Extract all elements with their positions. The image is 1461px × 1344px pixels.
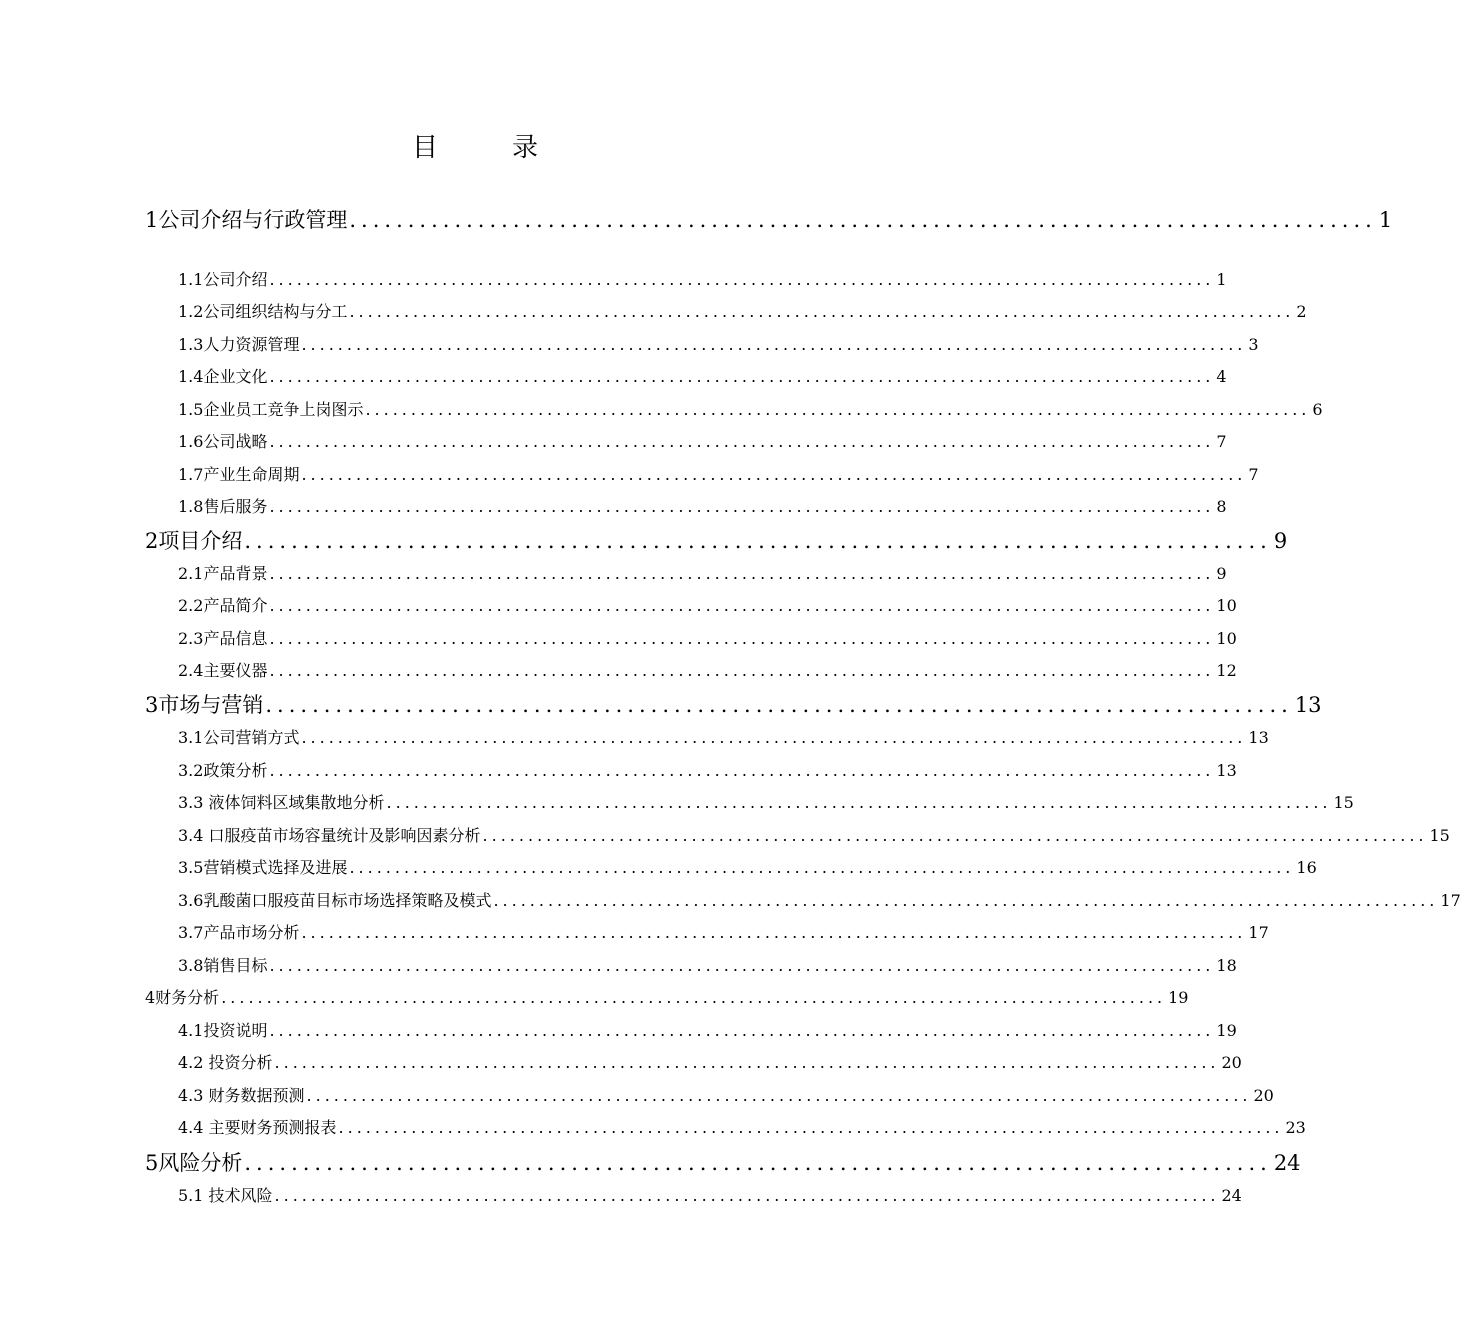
toc-page-number: 12: [1216, 661, 1237, 680]
toc-entry-chapter[interactable]: [145, 526, 1288, 556]
leader-dots: ........................................................................................................: [269, 629, 1215, 648]
toc-entry-chapter[interactable]: [145, 690, 1322, 720]
toc-page-number: 17: [1440, 891, 1461, 910]
toc-page-number: 2: [1296, 302, 1307, 321]
toc-page-number: 3: [1248, 335, 1259, 354]
leader-dots: ........................................................................................................: [301, 728, 1247, 747]
toc-page-number: 13: [1294, 693, 1322, 717]
toc-page-number: 19: [1216, 1021, 1237, 1040]
toc-page-number: 9: [1273, 529, 1288, 553]
toc-page-number: 4: [1216, 367, 1227, 386]
toc-entry-section[interactable]: [178, 921, 1269, 945]
toc-label: 2.1产品背景: [178, 564, 268, 583]
toc-label: 5风险分析: [145, 1151, 243, 1175]
toc-page-number: 15: [1429, 826, 1450, 845]
toc-label: 3.5营销模式选择及进展: [178, 858, 348, 877]
toc-label: 3.1公司营销方式: [178, 728, 300, 747]
toc-label: 1.4企业文化: [178, 367, 268, 386]
toc-entry-section[interactable]: [178, 365, 1227, 389]
toc-entry-section[interactable]: [178, 594, 1237, 618]
toc-entry-section[interactable]: [178, 333, 1259, 357]
leader-dots: ........................................................................................................: [274, 1053, 1220, 1072]
toc-entry-section[interactable]: [178, 268, 1227, 292]
leader-dots: ........................................................................................................: [269, 1021, 1215, 1040]
toc-entry-section[interactable]: [178, 659, 1237, 683]
toc-page-number: 18: [1216, 956, 1237, 975]
toc-page-number: 20: [1221, 1053, 1242, 1072]
leader-dots: ........................................................................................................: [269, 596, 1215, 615]
leader-dots: ........................................................................................................: [386, 793, 1332, 812]
toc-page-number: 8: [1216, 497, 1227, 516]
toc-label: 3.8销售目标: [178, 956, 268, 975]
leader-dots: ........................................................................................................: [493, 891, 1439, 910]
toc-page-number: 7: [1248, 465, 1259, 484]
toc-page-number: 24: [1273, 1151, 1301, 1175]
leader-dots: ........................................................................................................: [269, 432, 1215, 451]
leader-dots: ........................................................................................................: [221, 988, 1167, 1007]
toc-label: 3市场与营销: [145, 693, 264, 717]
toc-label: 4.2 投资分析: [178, 1053, 273, 1072]
toc-entry-section[interactable]: [178, 430, 1227, 454]
toc-entry-section[interactable]: [178, 726, 1269, 750]
toc-page-number: 1: [1378, 208, 1393, 232]
toc-page-number: 13: [1216, 761, 1237, 780]
toc-label: 1.5企业员工竞争上岗图示: [178, 400, 364, 419]
toc-entry-section[interactable]: [178, 791, 1354, 815]
toc-entry-chapter[interactable]: [145, 986, 1189, 1010]
leader-dots: ........................................................................................................: [301, 465, 1247, 484]
toc-label: 1.1公司介绍: [178, 270, 268, 289]
toc-entry-section[interactable]: [178, 1184, 1242, 1208]
toc-label: 3.4 口服疫苗市场容量统计及影响因素分析: [178, 826, 481, 845]
toc-entry-section[interactable]: [178, 824, 1450, 848]
leader-dots: ........................................................................................: [244, 1151, 1272, 1175]
leader-dots: ........................................................................................................: [269, 661, 1215, 680]
leader-dots: ........................................................................................: [349, 208, 1377, 232]
leader-dots: ........................................................................................................: [269, 956, 1215, 975]
toc-label: 1.8售后服务: [178, 497, 268, 516]
toc-page-number: 17: [1248, 923, 1269, 942]
toc-entry-section[interactable]: [178, 463, 1259, 487]
leader-dots: ........................................................................................................: [269, 497, 1215, 516]
leader-dots: ........................................................................................................: [482, 826, 1428, 845]
toc-label: 1.3人力资源管理: [178, 335, 300, 354]
toc-label: 1.7产业生命周期: [178, 465, 300, 484]
toc-entry-section[interactable]: [178, 627, 1237, 651]
toc-page-number: 7: [1216, 432, 1227, 451]
toc-label: 2.3产品信息: [178, 629, 268, 648]
page-title: 目 录: [411, 133, 562, 163]
toc-page-number: 20: [1253, 1086, 1274, 1105]
toc-page-number: 24: [1221, 1186, 1242, 1205]
toc-entry-section[interactable]: [178, 300, 1307, 324]
toc-label: 3.3 液体饲料区域集散地分析: [178, 793, 385, 812]
toc-label: 2项目介绍: [145, 529, 243, 553]
leader-dots: ........................................................................................................: [269, 367, 1215, 386]
toc-page-number: 23: [1285, 1118, 1306, 1137]
toc-page-number: 15: [1333, 793, 1354, 812]
toc-label: 3.6乳酸菌口服疫苗目标市场选择策略及模式: [178, 891, 492, 910]
toc-label: 2.2产品简介: [178, 596, 268, 615]
toc-page-number: 16: [1296, 858, 1317, 877]
toc-entry-section[interactable]: [178, 1084, 1274, 1108]
leader-dots: ........................................................................................................: [365, 400, 1311, 419]
leader-dots: ........................................................................................................: [301, 923, 1247, 942]
toc-entry-chapter[interactable]: [145, 1148, 1301, 1178]
toc-label: 4财务分析: [145, 988, 220, 1007]
leader-dots: ........................................................................................................: [349, 302, 1295, 321]
toc-entry-chapter[interactable]: [145, 205, 1393, 235]
toc-label: 1.6公司战略: [178, 432, 268, 451]
leader-dots: ........................................................................................: [265, 693, 1293, 717]
toc-entry-section[interactable]: [178, 954, 1237, 978]
leader-dots: ........................................................................................................: [338, 1118, 1284, 1137]
toc-entry-section[interactable]: [178, 1019, 1237, 1043]
toc-entry-section[interactable]: [178, 759, 1237, 783]
toc-label: 4.1投资说明: [178, 1021, 268, 1040]
toc-page-number: 13: [1248, 728, 1269, 747]
toc-entry-section[interactable]: [178, 1051, 1242, 1075]
leader-dots: ........................................................................................................: [349, 858, 1295, 877]
toc-page-number: 6: [1312, 400, 1323, 419]
toc-entry-section[interactable]: [178, 1116, 1306, 1140]
toc-page-number: 10: [1216, 596, 1237, 615]
toc-page-number: 19: [1168, 988, 1189, 1007]
toc-entry-section[interactable]: [178, 889, 1461, 913]
toc-entry-section[interactable]: [178, 398, 1323, 422]
leader-dots: ........................................................................................................: [274, 1186, 1220, 1205]
toc-label: 2.4主要仪器: [178, 661, 268, 680]
toc-page-number: 10: [1216, 629, 1237, 648]
toc-label: 4.3 财务数据预测: [178, 1086, 305, 1105]
leader-dots: ........................................................................................................: [269, 761, 1215, 780]
toc-label: 4.4 主要财务预测报表: [178, 1118, 337, 1137]
leader-dots: ........................................................................................: [244, 529, 1272, 553]
leader-dots: ........................................................................................................: [269, 564, 1215, 583]
toc-entry-section[interactable]: [178, 562, 1227, 586]
toc-label: 3.2政策分析: [178, 761, 268, 780]
toc-label: 1公司介绍与行政管理: [145, 208, 348, 232]
toc-entry-section[interactable]: [178, 495, 1227, 519]
leader-dots: ........................................................................................................: [301, 335, 1247, 354]
toc-page-number: 1: [1216, 270, 1227, 289]
leader-dots: ........................................................................................................: [269, 270, 1215, 289]
leader-dots: ........................................................................................................: [306, 1086, 1252, 1105]
toc-label: 3.7产品市场分析: [178, 923, 300, 942]
toc-page-number: 9: [1216, 564, 1227, 583]
toc-label: 1.2公司组织结构与分工: [178, 302, 348, 321]
toc-label: 5.1 技术风险: [178, 1186, 273, 1205]
toc-entry-section[interactable]: [178, 856, 1317, 880]
